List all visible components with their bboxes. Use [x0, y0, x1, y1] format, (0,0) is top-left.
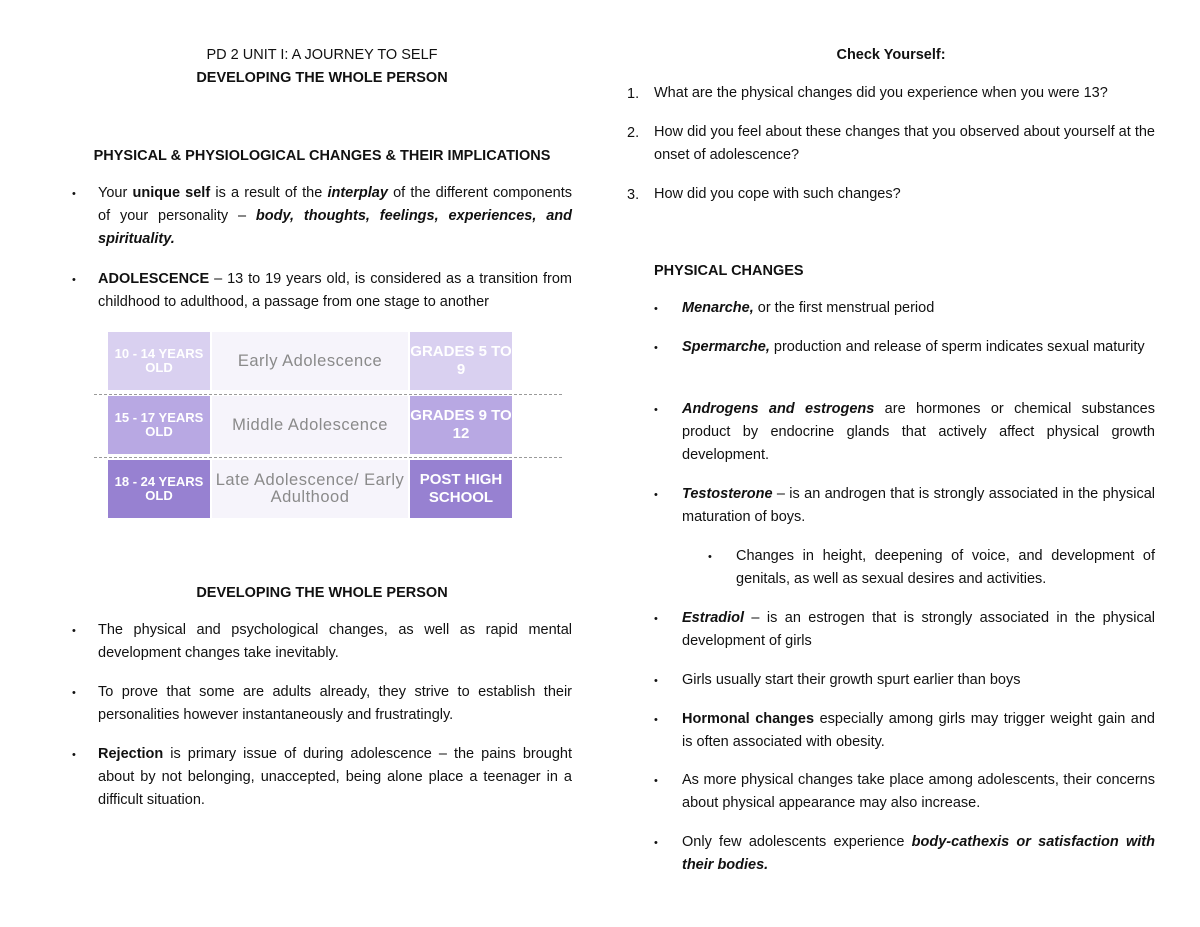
bullet-marker: •: [72, 188, 76, 200]
age-range-late: 18 - 24 YEARS OLD: [108, 460, 210, 518]
grade-range-early: GRADES 5 TO 9: [410, 332, 512, 390]
physical-changes-heading: PHYSICAL CHANGES: [654, 263, 804, 279]
adolescence-stages-table: [108, 332, 562, 519]
bullet-marker: •: [654, 837, 658, 849]
bullet-marker: •: [654, 613, 658, 625]
question-number: 3.: [627, 187, 640, 203]
stage-early: Early Adolescence: [212, 332, 408, 390]
table-divider: [94, 457, 562, 458]
bullet-marker: •: [654, 675, 658, 687]
page-title: PD 2 UNIT I: A JOURNEY TO SELF: [206, 47, 438, 63]
stage-late: Late Adolescence/ Early Adulthood: [212, 460, 408, 518]
item-appearance-concerns: As more physical changes take place among adolescents, their concerns about physical appearance may also increase.: [682, 772, 1155, 811]
item-boys-changes: Changes in height, deepening of voice, and development of genitals, as well as sexual desires and activities.: [736, 548, 1155, 587]
grade-range-middle: GRADES 9 TO 12: [410, 396, 512, 454]
bullet-marker: •: [654, 489, 658, 501]
question-3: How did you cope with such changes?: [654, 186, 901, 202]
check-yourself-heading: Check Yourself:: [836, 47, 946, 63]
bullet-unique-self: Your unique self is a result of the interplay of the different components of your personality – body, thoughts, feelings, experiences, and spirituality.: [98, 185, 572, 247]
question-number: 1.: [627, 86, 640, 102]
grade-range-late: POST HIGH SCHOOL: [410, 460, 512, 518]
bullet-marker: •: [654, 775, 658, 787]
item-menarche: Menarche, or the first menstrual period: [682, 300, 935, 316]
age-range-early: 10 - 14 YEARS OLD: [108, 332, 210, 390]
bullet-marker: •: [72, 749, 76, 761]
bullet-marker: •: [654, 404, 658, 416]
bullet-marker: •: [72, 687, 76, 699]
question-2: How did you feel about these changes that you observed about yourself at the onset of adolescence?: [654, 124, 1155, 163]
page-subtitle: DEVELOPING THE WHOLE PERSON: [196, 70, 448, 86]
bullet-marker: •: [654, 714, 658, 726]
item-testosterone: Testosterone – is an androgen that is strongly associated in the physical maturation of boys.: [682, 486, 1155, 525]
sub-bullet-marker: •: [708, 551, 712, 563]
item-spermarche: Spermarche, production and release of sperm indicates sexual maturity: [682, 339, 1145, 355]
table-divider: [94, 394, 562, 395]
item-androgens: Androgens and estrogens are hormones or chemical substances product by endocrine glands that actively affect physical growth development.: [682, 401, 1155, 463]
bullet-marker: •: [72, 274, 76, 286]
item-hormonal-changes: Hormonal changes especially among girls may trigger weight gain and is often associated with obesity.: [682, 711, 1155, 750]
bullet-changes: The physical and psychological changes, as well as rapid mental development changes take inevitably.: [98, 622, 572, 661]
bullet-marker: •: [654, 303, 658, 315]
bullet-marker: •: [72, 625, 76, 637]
bullet-marker: •: [654, 342, 658, 354]
item-body-cathexis: Only few adolescents experience body-cathexis or satisfaction with their bodies.: [682, 834, 1155, 873]
bullet-rejection: Rejection is primary issue of during adolescence – the pains brought about by not belonging, unaccepted, being alone place a teenager in a difficult situation.: [98, 746, 572, 808]
section-heading-physical: PHYSICAL & PHYSIOLOGICAL CHANGES & THEIR IMPLICATIONS: [93, 148, 551, 164]
section-heading-whole-person: DEVELOPING THE WHOLE PERSON: [196, 585, 448, 601]
age-range-middle: 15 - 17 YEARS OLD: [108, 396, 210, 454]
bullet-adolescence: ADOLESCENCE – 13 to 19 years old, is considered as a transition from childhood to adulthood, a passage from one stage to another: [98, 271, 572, 310]
question-1: What are the physical changes did you experience when you were 13?: [654, 85, 1108, 101]
item-estradiol: Estradiol – is an estrogen that is strongly associated in the physical development of girls: [682, 610, 1155, 649]
item-growth-spurt: Girls usually start their growth spurt earlier than boys: [682, 672, 1021, 688]
bullet-prove-adults: To prove that some are adults already, they strive to establish their personalities however instantaneously and frustratingly.: [98, 684, 572, 723]
stage-middle: Middle Adolescence: [212, 396, 408, 454]
question-number: 2.: [627, 125, 640, 141]
